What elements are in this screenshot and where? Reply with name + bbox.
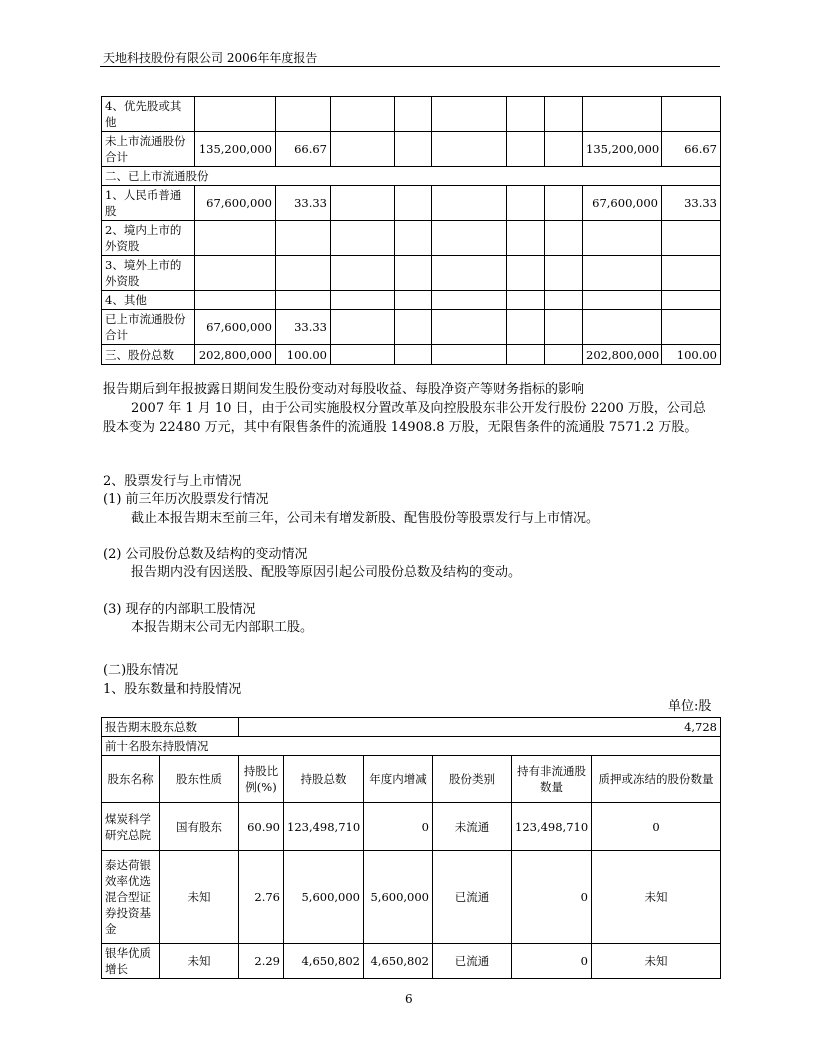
column-header: 持股比例(%) bbox=[239, 756, 284, 803]
row-label: 已上市流通股份合计 bbox=[102, 310, 195, 345]
table-cell bbox=[583, 256, 662, 291]
row-label: 1、人民币普通股 bbox=[102, 186, 195, 221]
table-cell bbox=[432, 221, 507, 256]
table-cell bbox=[395, 310, 432, 345]
table-row bbox=[102, 186, 721, 221]
table-cell bbox=[545, 221, 583, 256]
table-cell bbox=[395, 221, 432, 256]
table-cell bbox=[276, 97, 331, 132]
total-shareholders-value: 4,728 bbox=[239, 718, 721, 737]
table-cell bbox=[507, 291, 545, 310]
row-label: 2、境内上市的外资股 bbox=[102, 221, 195, 256]
impact-text-1: 2007 年 1 月 10 日，由于公司实施股权分置改革及向控股股东非公开发行股份 2200 万股，公司总 bbox=[131, 401, 706, 416]
section-2-3-heading: (3) 现存的内部职工股情况 bbox=[103, 602, 256, 617]
table-cell bbox=[331, 132, 395, 167]
table-cell: 4,650,802 bbox=[364, 944, 433, 979]
table-cell: 33.33 bbox=[276, 310, 331, 345]
column-header: 年度内增减 bbox=[364, 756, 433, 803]
table-cell bbox=[331, 310, 395, 345]
shareholders-heading: (二)股东情况 bbox=[103, 663, 179, 678]
unit-label: 单位:股 bbox=[668, 699, 712, 714]
table-cell bbox=[507, 256, 545, 291]
table-cell bbox=[507, 345, 545, 365]
table-cell bbox=[662, 291, 721, 310]
table-cell: 已流通 bbox=[433, 851, 512, 944]
page-header: 天地科技股份有限公司 2006年年度报告 bbox=[103, 51, 318, 65]
table-cell: 泰达荷银效率优选混合型证券投资基金 bbox=[102, 851, 160, 944]
table-cell: 5,600,000 bbox=[284, 851, 364, 944]
row-label: 3、境外上市的外资股 bbox=[102, 256, 195, 291]
table-cell bbox=[276, 256, 331, 291]
table-cell bbox=[583, 291, 662, 310]
table-cell: 123,498,710 bbox=[284, 803, 364, 851]
table-row bbox=[102, 291, 721, 310]
shareholders-subheading: 1、股东数量和持股情况 bbox=[103, 682, 242, 697]
table-cell: 0 bbox=[364, 803, 433, 851]
table-row bbox=[102, 345, 721, 365]
section-2-3-text: 本报告期末公司无内部职工股。 bbox=[131, 620, 314, 635]
top10-label: 前十名股东持股情况 bbox=[102, 737, 721, 756]
column-header: 股份类别 bbox=[433, 756, 512, 803]
table-row bbox=[102, 803, 721, 851]
table-cell bbox=[432, 132, 507, 167]
table-cell bbox=[507, 310, 545, 345]
table-cell: 202,800,000 bbox=[583, 345, 662, 365]
table-cell bbox=[395, 291, 432, 310]
table-cell bbox=[276, 291, 331, 310]
page-number: 6 bbox=[405, 992, 413, 1006]
table-cell: 0 bbox=[512, 851, 592, 944]
table-cell: 135,200,000 bbox=[195, 132, 276, 167]
table-cell bbox=[432, 345, 507, 365]
shareholders-table bbox=[101, 717, 721, 979]
table-cell bbox=[331, 345, 395, 365]
table-cell: 未知 bbox=[160, 944, 239, 979]
table-cell: 0 bbox=[512, 944, 592, 979]
table-cell bbox=[331, 291, 395, 310]
table-cell bbox=[195, 97, 276, 132]
table-cell: 未知 bbox=[160, 851, 239, 944]
table-cell bbox=[395, 186, 432, 221]
table-cell bbox=[507, 221, 545, 256]
column-header: 股东名称 bbox=[102, 756, 160, 803]
table-cell: 67,600,000 bbox=[195, 186, 276, 221]
section-2-2-text: 报告期内没有因送股、配股等原因引起公司股份总数及结构的变动。 bbox=[131, 565, 522, 580]
table-cell bbox=[395, 97, 432, 132]
table-cell: 67,600,000 bbox=[583, 186, 662, 221]
table-cell bbox=[331, 221, 395, 256]
table-cell: 33.33 bbox=[662, 186, 721, 221]
column-header: 股东性质 bbox=[160, 756, 239, 803]
table-cell bbox=[195, 256, 276, 291]
table-cell: 100.00 bbox=[276, 345, 331, 365]
table-cell bbox=[395, 132, 432, 167]
table-cell bbox=[331, 97, 395, 132]
table-cell bbox=[545, 291, 583, 310]
table-cell bbox=[583, 97, 662, 132]
table-row bbox=[102, 221, 721, 256]
table-cell bbox=[545, 186, 583, 221]
header-row bbox=[102, 756, 721, 803]
table-cell: 100.00 bbox=[662, 345, 721, 365]
impact-text-2: 股本变为 22480 万元，其中有限售条件的流通股 14908.8 万股，无限售条件的流通股 7571.2 万股。 bbox=[103, 420, 698, 435]
table-cell: 67,600,000 bbox=[195, 310, 276, 345]
table-cell bbox=[583, 310, 662, 345]
table-cell bbox=[331, 186, 395, 221]
column-header: 持有非流通股数量 bbox=[512, 756, 592, 803]
table-cell: 2.76 bbox=[239, 851, 284, 944]
table-cell bbox=[432, 291, 507, 310]
table-cell bbox=[583, 221, 662, 256]
row-label: 三、股份总数 bbox=[102, 345, 195, 365]
table-row bbox=[102, 256, 721, 291]
table-cell: 4,650,802 bbox=[284, 944, 364, 979]
impact-heading: 报告期后到年报披露日期间发生股份变动对每股收益、每股净资产等财务指标的影响 bbox=[103, 382, 585, 397]
table-cell bbox=[545, 97, 583, 132]
section-2-heading: 2、股票发行与上市情况 bbox=[103, 474, 242, 489]
table-cell: 0 bbox=[592, 803, 721, 851]
table-cell bbox=[545, 310, 583, 345]
table-cell: 未知 bbox=[592, 944, 721, 979]
table-cell: 未流通 bbox=[433, 803, 512, 851]
table-cell bbox=[662, 256, 721, 291]
table-cell bbox=[432, 310, 507, 345]
table-cell bbox=[507, 186, 545, 221]
table-cell: 60.90 bbox=[239, 803, 284, 851]
table-cell bbox=[195, 221, 276, 256]
table-row bbox=[102, 851, 721, 944]
table-cell: 135,200,000 bbox=[583, 132, 662, 167]
table-cell bbox=[395, 256, 432, 291]
table-cell bbox=[331, 256, 395, 291]
row-label: 4、优先股或其他 bbox=[102, 97, 195, 132]
total-shareholders-label: 报告期末股东总数 bbox=[102, 718, 239, 737]
section-2-2-heading: (2) 公司股份总数及结构的变动情况 bbox=[103, 547, 308, 562]
table-cell: 煤炭科学研究总院 bbox=[102, 803, 160, 851]
column-header: 持股总数 bbox=[284, 756, 364, 803]
table-cell bbox=[545, 345, 583, 365]
share-structure-table bbox=[101, 96, 721, 365]
table-cell: 银华优质增长 bbox=[102, 944, 160, 979]
table-cell bbox=[545, 132, 583, 167]
row-label: 二、已上市流通股份 bbox=[102, 167, 721, 186]
section-2-1-heading: (1) 前三年历次股票发行情况 bbox=[103, 492, 269, 507]
table-cell bbox=[507, 97, 545, 132]
row-label: 未上市流通股份合计 bbox=[102, 132, 195, 167]
table-cell bbox=[432, 256, 507, 291]
table-cell bbox=[662, 221, 721, 256]
table-cell bbox=[395, 345, 432, 365]
table-cell bbox=[276, 221, 331, 256]
table-row bbox=[102, 310, 721, 345]
table-cell: 66.67 bbox=[662, 132, 721, 167]
column-header: 质押或冻结的股份数量 bbox=[592, 756, 721, 803]
table-cell: 123,498,710 bbox=[512, 803, 592, 851]
header-rule bbox=[100, 66, 720, 67]
table-cell: 已流通 bbox=[433, 944, 512, 979]
table-row bbox=[102, 944, 721, 979]
section-2-1-text: 截止本报告期末至前三年，公司未有增发新股、配售股份等股票发行与上市情况。 bbox=[131, 511, 600, 526]
table-cell bbox=[507, 132, 545, 167]
table-cell bbox=[432, 97, 507, 132]
table-cell bbox=[432, 186, 507, 221]
table-cell: 66.67 bbox=[276, 132, 331, 167]
row-label: 4、其他 bbox=[102, 291, 195, 310]
table-cell bbox=[662, 97, 721, 132]
table-cell: 未知 bbox=[592, 851, 721, 944]
table-cell bbox=[662, 310, 721, 345]
table-row bbox=[102, 167, 721, 186]
table-cell: 2.29 bbox=[239, 944, 284, 979]
table-cell: 5,600,000 bbox=[364, 851, 433, 944]
table-cell: 33.33 bbox=[276, 186, 331, 221]
table-cell: 202,800,000 bbox=[195, 345, 276, 365]
table-cell bbox=[545, 256, 583, 291]
table-row bbox=[102, 132, 721, 167]
table-cell: 国有股东 bbox=[160, 803, 239, 851]
table-cell bbox=[195, 291, 276, 310]
table-row bbox=[102, 97, 721, 132]
